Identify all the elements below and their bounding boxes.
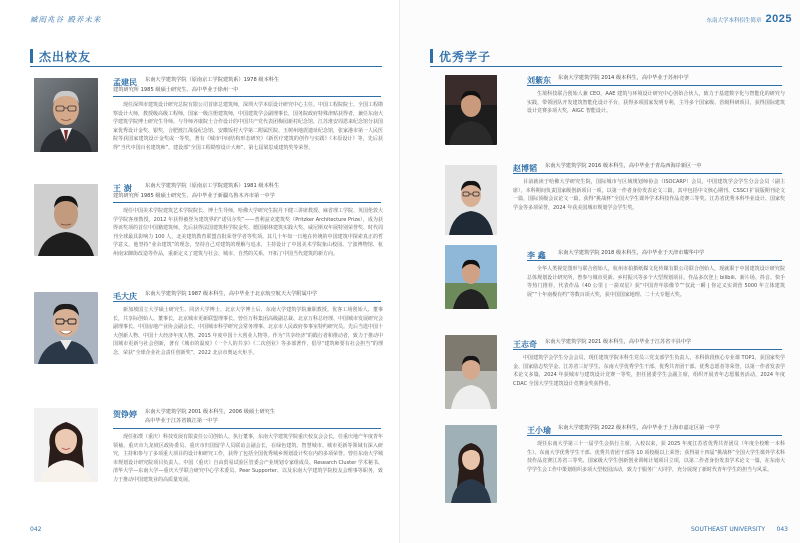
alumni-name-1: 孟建民 — [113, 78, 137, 87]
student-meta-5: 东南大学建筑学院 2022 级本科生，高中毕业于上海市嘉定区第一中学 — [558, 425, 720, 431]
alumni-bio-4: 现任拓璞（重庆）科技发展有限责任公司创始人、执行董事，东南大学建筑学院重庆校友会会长，任重庆地产年度青年领袖、重庆市九龙坡区政协委员、重庆市归国留学人员联谊会副会长，在绿色建筑、智慧城市、城市更新等领域有深入研究，主持和参与了多项重大项目的设计和研究工作，获得了包括全国优秀城乡规划设计奖在内的多项荣誉。曾任东南大学城市规划设计研究院项目负责人、中国（重庆）自由贸易试验区管委会产业规划专家组成员、Research Cluster 学术秘书、清华大学—东南大学—重庆大学联合研究中心学术委员、Peer Supporter、以及东南大学建筑学院校友会理事等职务，致力于推动中国建筑业的高质量发展。 — [113, 434, 383, 483]
student-photo-3 — [445, 245, 497, 309]
right-page — [400, 0, 800, 543]
student-bio-2: 目前就读于哈佛大学研究生院，国际城市与区域规划师协会（ISOCARP）会员，中国建筑学会学生分会会员（副主席），本科期间负责国家级创新项目一项，以第一作者身份发表论文三篇，其中包括中文核心期刊、CSSCI 扩展版期刊论文一篇，国际顶级会议论文一篇，获得“挑战杯”全国大学生课外学术科技作品竞赛三等奖、江苏省优秀本科毕业设计、国家奖学金等多项荣誉，2024 年获美国城市规划学会学生奖。 — [513, 179, 785, 211]
alumni-bio-2: 现任中国美术学院建筑艺术学院院长、博士生导师，哈佛大学研究生院丹下健三讲席教授、麻省理工学院、英国伦敦大学学院客座教授。2012 年获得被誉为建筑界的“诺贝尔奖”——普利兹克建筑奖（Pritzker Architecture Prize），成为获得该奖项的首位中国籍建筑师。先后获得法国建筑科学院金奖、德国谢林建筑实践大奖、威尼斯双年展特别荣誉奖、时代周刊全球最具影响力 100 人，北美建筑教育联盟首批荣誉学者等奖项。其几十年如一日地在传统的中国建筑中探索真正的哲学意义，他坚持“业余建筑”的理念，坚持自己对建筑的理解与追求，主持设计了中国美术学院象山校园、宁波博物馆、杭州南宋御街改造等作品，重新定义了建筑与社会、城市、自然的关系，开拓了中国当代建筑的新方向。 — [113, 208, 383, 257]
alumni-meta-line: 建筑研究所 1985 级硕士研究生、高中毕业于徐州一中 — [113, 87, 239, 93]
section-header-students — [430, 45, 782, 67]
alumni-divider — [113, 428, 381, 429]
student-bio-3: 全华人类视觉图形与联合创始人，杭州市拍摄纸媒文化传媒有限公司联合创始人，现就职于中国建筑设计研究院总体规划设计研究所，曾参与城市更新、乡村振兴等多个大型规划项目。作品多次登上 bilibili、新片场、抖音、快手等热门推荐，代表作品《40 公里 | 一箭双星》获“中国青年影像节”“仅此一瞬 | 你定义实训营 5000 年立体建筑展”“十年南极有约”等数百项大奖，获中国国家地理、二十大专题大奖。 — [527, 266, 785, 298]
student-bio-1: 生境科技联合创始人兼 CEO，AAE 建筑与环境设计研究中心创始合伙人，致力于基建数字化与智能化的研究与实践，带领团队开发建筑智能化设计平台，获得多项国家发明专利，主导多个国家级、省级科研项目，获得国际建筑设计竞赛多项大奖，AIGC 智能设计。 — [527, 91, 785, 115]
section-divider — [30, 66, 382, 67]
student-meta-1: 东南大学建筑学院 2014 级本科生，高中毕业于苏州中学 — [558, 75, 689, 81]
portrait-man-dark — [34, 184, 98, 256]
student-divider — [527, 435, 782, 436]
alumni-name-2: 王 澍 — [113, 184, 132, 193]
student-divider — [513, 349, 782, 350]
student-photo-1 — [445, 75, 497, 145]
alumni-meta-4 — [145, 408, 275, 417]
student-meta-2: 东南大学建筑学院 2016 级本科生，高中毕业于青岛西海岸新区一中 — [545, 163, 702, 169]
student-divider — [527, 85, 782, 86]
portrait-man-glasses — [34, 78, 98, 152]
student-name-1: 刘紫东 — [527, 76, 551, 85]
alumni-name-3: 毛大庆 — [113, 292, 137, 301]
alumni-divider — [113, 96, 381, 97]
section-bar — [430, 49, 433, 63]
student-photo-2 — [445, 165, 497, 235]
student-name-3: 李 鑫 — [527, 251, 546, 260]
alumni-bio-1: 现任深圳市建筑设计研究总院有限公司首席总建筑师，深圳大学本原设计研究中心主任。中国工程院院士、全国工程勘察设计大师，教授级高级工程师，国家一级注册建筑师，中国建筑学会副理事长，国务院政府特殊津贴获得者，兼任东南大学建筑学院博士研究生导师。与导师齐康院士合作设计的中国共产党代表团梅园新村纪念馆、江苏淮安周恩来纪念馆分获国家优秀设计金奖、银奖，合肥渡江战役纪念馆、安徽饭村大学第二附属医院、玉树州地震遗址纪念馆，张家港市第一人民医院等获国家建筑设计金奖或一等奖。著有《城市中间结构形态研究》《新医疗建筑的创作与实践》《本原设计》等，先后获得“当代中国百名建筑师”、建设部“全国工程勘察设计大师”、第七届梁思成建筑奖等荣誉。 — [113, 102, 383, 151]
section-bar — [30, 49, 33, 63]
student-meta-3: 东南大学建筑学院 2018 级本科生，高中毕业于天津市耀华中学 — [558, 250, 705, 256]
alumni-name-4: 贺铮婷 — [113, 410, 137, 419]
student-photo-5 — [445, 425, 497, 503]
student-name-4: 王志奇 — [513, 340, 537, 349]
alumni-photo-3 — [34, 292, 98, 364]
student-photo-4 — [445, 335, 497, 409]
student-divider — [513, 173, 782, 174]
brochure-brand — [707, 13, 793, 25]
page-number-right: 043 — [776, 526, 788, 533]
alumni-meta-line: 东南大学建筑学院 1987 级本科生，高中毕业于北京航空航天大学附属中学 — [145, 291, 318, 297]
portrait-student-woman — [445, 425, 497, 503]
section-divider — [430, 66, 782, 67]
portrait-woman — [34, 408, 98, 482]
student-bio-4: 中国建筑学会学生分会会员，现任建筑学院本科生党员三党支部学生负责人，本科阶段核心专业课 TOP1，获国家奖学金、国家励志奖学金、江苏省三好学生、东南大学优秀学生干部、优秀共青团干部、优秀志愿者等荣誉，以第一作者发表学术论文多篇，2024 年获城市与建筑设计竞赛一等奖，担任团委学生会副主席，组织开展青年志愿服务活动，2024 年度 CDAC 全国大学生建筑设计竞赛金奖获得者。 — [513, 355, 785, 387]
page-number-left: 042 — [30, 526, 42, 533]
alumni-photo-1 — [34, 78, 98, 152]
alumni-meta-line: 东南大学建筑学院（原南京工学院建筑系）1981 级本科生 — [145, 183, 280, 189]
student-name-5: 王小瑜 — [527, 426, 551, 435]
alumni-meta-line: 东南大学建筑学院 2001 级本科生，2006 级硕士研究生 — [145, 409, 275, 415]
alumni-photo-2 — [34, 184, 98, 256]
student-meta-4: 东南大学建筑学院 2021 级本科生，高中毕业于江苏省丰县中学 — [545, 339, 692, 345]
portrait-student-stage — [445, 75, 497, 145]
section-header-alumni — [30, 45, 382, 67]
section-title: 杰出校友 — [39, 49, 92, 64]
alumni-meta-2b — [113, 192, 275, 201]
portrait-student-building — [445, 335, 497, 409]
portrait-man-glasses-blue — [34, 292, 98, 364]
student-name-2: 赵博韬 — [513, 164, 537, 173]
brochure-year: 2025 — [765, 13, 792, 25]
alumni-bio-3: 新加坡国立大学硕士研究生、同济大学博士、北京大学博士后、东南大学建筑学院兼职教授。优客工场创始人、董事长，共享际创始人、董事长，北京城市更新联盟理事长。曾任万科集团高级副总裁、北京万科总经理、中国城市发展研究会副理事长、中国房地产业协会副会长、中国城市科学研究会常务理事、北京市人民政府参事室特约研究员。先后当选中国十大创新人物、中国十大经济年度人物、2015 年度中国十大创业人物等。作为“共享经济”的践行者和推动者，致力于推动中国城市更新与社会创新，著有《城市的温度》《一个人的共享》《二次创业》等多部著作，倡导“建筑师要有社会担当”的理念，荣获“全球企业社会责任创新奖”、2022 北京市奥运火炬手。 — [113, 307, 383, 356]
alumni-meta-line: 东南大学建筑学院（原南京工学院建筑系）1978 级本科生 — [145, 77, 280, 83]
alumni-meta-2 — [145, 182, 279, 191]
student-bio-5: 现任东南大学第三十一届学生会执行主席，入校以来，获 2025 年度江苏省优秀共青团员（年度全校唯一本科生）、东南大学优秀学生干部、优秀共青团干部等 10 项校级以上荣誉；获得第十四届“挑战杯”全国大学生课外学术科技作品竞赛江苏省三等奖、国家级大学生创新创业训练计划项目立项，以第二作者身份发表学术论文一篇，在东南大学学生会工作中策划组织多项大型校园活动，致力于服务广大同学，充分展现了新时代青年学生的担当与风采。 — [527, 441, 785, 473]
student-divider — [527, 260, 782, 261]
alumni-photo-4 — [34, 408, 98, 482]
university-name-en: SOUTHEAST UNIVERSITY — [691, 526, 765, 533]
section-title: 优秀学子 — [439, 49, 492, 64]
alumni-meta-line: 建筑研究所 1985 级硕士研究生、高中毕业于新疆乌鲁木齐市第一中学 — [113, 193, 275, 199]
portrait-student-outdoor — [445, 245, 497, 309]
alumni-meta-line: 高中毕业于江苏省镇江第一中学 — [145, 418, 218, 424]
page-motto: 臧闳兆谷 殿养未来 — [30, 15, 102, 24]
alumni-divider — [113, 202, 381, 203]
alumni-meta-1b — [113, 86, 238, 95]
alumni-divider — [113, 301, 381, 302]
alumni-meta-1 — [145, 76, 279, 85]
alumni-meta-3 — [145, 290, 317, 299]
alumni-meta-4b — [145, 417, 218, 426]
brochure-title: 东南大学本科招生简章 — [706, 18, 762, 24]
portrait-student-glasses — [445, 165, 497, 235]
